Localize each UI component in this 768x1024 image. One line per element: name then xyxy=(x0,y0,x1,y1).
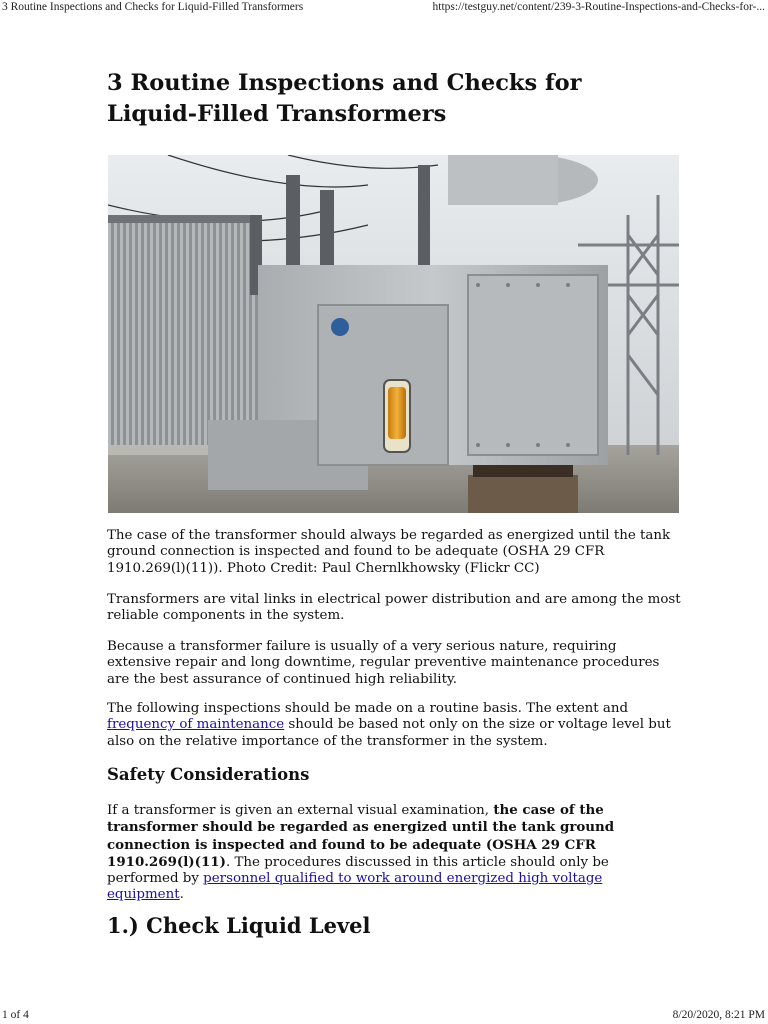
frequency-of-maintenance-link[interactable]: frequency of maintenance xyxy=(107,717,285,733)
safety-bold-text: the case of the transformer should be regarded as energized until the tank ground connection is inspected and found to be adequate (OSHA 29 CFR 1910.269(l)(11) xyxy=(107,802,615,870)
print-footer xyxy=(0,1008,768,1024)
intro-paragraph-2: Because a transformer failure is usually of a very serious nature, requiring extensive repair and long downtime, regular preventive maintenance procedures are the best assurance of continued high reliability. xyxy=(107,639,660,687)
page-number: 1 of 4 xyxy=(2,1009,29,1021)
para3-text-before: The following inspections should be made on a routine basis. The extent and xyxy=(107,701,629,716)
print-timestamp: 8/20/2020, 8:21 PM xyxy=(672,1009,765,1021)
section-1-heading: 1.) Check Liquid Level xyxy=(107,913,371,938)
print-header-title: 3 Routine Inspections and Checks for Liquid-Filled Transformers xyxy=(2,1,304,13)
safety-heading: Safety Considerations xyxy=(107,765,310,784)
transformer-photo xyxy=(108,155,679,513)
intro-paragraph-3 xyxy=(107,701,682,750)
safety-text-after: . xyxy=(179,887,184,903)
qualified-personnel-link[interactable]: personnel qualified to work around energized high voltage equipment xyxy=(107,871,603,903)
photo-caption: The case of the transformer should always be regarded as energized until the tank ground connection is inspected and found to be adequate (OSHA 29 CFR 1910.269(l)(11)). Photo Credit: Paul Chernlkhowsky (Flickr CC) xyxy=(107,528,671,576)
print-header xyxy=(0,0,768,16)
safety-text-before: If a transformer is given an external visual examination, xyxy=(107,803,494,818)
article-title: 3 Routine Inspections and Checks for Liquid-Filled Transformers xyxy=(107,70,582,127)
para3-text-after: should be based not only on the size or voltage level but also on the relative importance of the transformer in the system. xyxy=(107,717,671,749)
safety-paragraph xyxy=(107,802,682,904)
intro-paragraph-1: Transformers are vital links in electrical power distribution and are among the most reliable components in the system. xyxy=(107,592,681,624)
safety-text-mid: . The procedures discussed in this article should only be performed by xyxy=(107,854,609,887)
print-header-url: https://testguy.net/content/239-3-Routine-Inspections-and-Checks-for-... xyxy=(432,1,765,13)
